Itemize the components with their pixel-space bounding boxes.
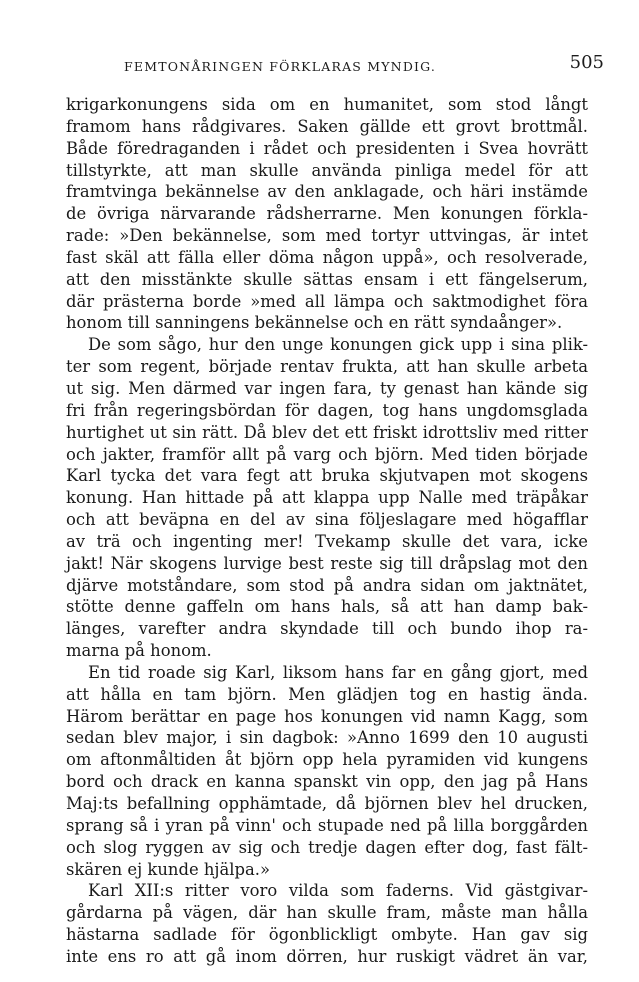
text-line: där prästerna borde »med all lämpa och saktmodighet föra — [66, 291, 588, 311]
text-line: konung. Han hittade på att klappa upp Nalle med träpåkar — [66, 488, 588, 508]
text-line: jakt! När skogens lurvige best reste sig till dråpslag mot den — [66, 553, 588, 573]
text-line: ter som regent, började rentav frukta, att han skulle arbeta — [66, 357, 588, 377]
text-line: fast skäl att fälla eller döma någon uppå», och resolverade, — [66, 247, 588, 267]
page-number: 505 — [569, 52, 604, 73]
text-line: rade: »Den bekännelse, som med tortyr uttvingas, är intet — [66, 226, 588, 246]
text-line: fri från regeringsbördan för dagen, tog hans ungdomsglada — [66, 400, 588, 420]
text-line: Härom berättar en page hos konungen vid namn Kagg, som — [66, 706, 588, 726]
body-text — [66, 94, 588, 968]
text-line: Både föredraganden i rådet och presidenten i Svea hovrätt — [66, 138, 588, 158]
text-line: tillstyrkte, att man skulle använda pinliga medel för att — [66, 160, 588, 180]
text-line: Karl tycka det vara fegt att bruka skjutvapen mot skogens — [66, 466, 588, 486]
text-line: ut sig. Men därmed var ingen fara, ty genast han kände sig — [66, 378, 588, 398]
text-line: krigarkonungens sida om en humanitet, som stod långt — [66, 95, 588, 114]
running-title: FEMTONÅRINGEN FÖRKLARAS MYNDIG. — [124, 59, 437, 74]
text-line: att hålla en tam björn. Men glädjen tog en hastig ända. — [66, 684, 588, 704]
text-line: inte ens ro att gå inom dörren, hur ruskigt vädret än var, — [66, 946, 588, 966]
text-line: skären ej kunde hjälpa.» — [66, 859, 271, 879]
text-line: sprang så i yran på vinn' och stupade ned på lilla borggården — [66, 815, 588, 835]
text-line: bord och drack en kanna spanskt vin opp, den jag på Hans — [66, 772, 588, 792]
text-line: De som sågo, hur den unge konungen gick upp i sina plik- — [88, 335, 588, 355]
text-line: marna på honom. — [66, 641, 212, 661]
text-line: hurtighet ut sin rätt. Då blev det ett friskt idrottsliv med ritter — [66, 422, 588, 442]
text-line: och att beväpna en del av sina följeslagare med högafflar — [66, 510, 588, 530]
text-line: länges, varefter andra skyndade till och bundo ihop ra- — [66, 619, 588, 639]
text-line: honom till sanningens bekännelse och en rätt syndaånger». — [66, 313, 563, 333]
text-line: de övriga närvarande rådsherrarne. Men konungen förkla- — [66, 204, 588, 224]
text-line: Maj:ts befallning opphämtade, då björnen blev hel drucken, — [66, 794, 588, 813]
text-line: om aftonmåltiden åt björn opp hela pyramiden vid kungens — [66, 750, 588, 770]
text-line: av trä och ingenting mer! Tvekamp skulle det vara, icke — [66, 531, 588, 551]
text-line: framom hans rådgivares. Saken gällde ett grovt brottmål. — [66, 116, 588, 136]
text-line: En tid roade sig Karl, liksom hans far en gång gjort, med — [88, 662, 588, 682]
text-line: Karl XII:s ritter voro vilda som faderns. Vid gästgivar- — [88, 881, 588, 901]
text-line: djärve motståndare, som stod på andra sidan om jaktnätet, — [66, 575, 588, 595]
text-line: och jakter, framför allt på varg och björn. Med tiden började — [66, 444, 588, 464]
text-line: att den misstänkte skulle sättas ensam i ett fängelserum, — [66, 269, 588, 289]
text-line: och slog ryggen av sig och tredje dagen efter dog, fast fält- — [66, 837, 588, 857]
text-line: gårdarna på vägen, där han skulle fram, måste man hålla — [66, 903, 588, 923]
text-line: framtvinga bekännelse av den anklagade, och häri instämde — [66, 182, 588, 202]
text-line: sedan blev major, i sin dagbok: »Anno 1699 den 10 augusti — [66, 728, 588, 748]
page-header — [66, 52, 606, 80]
text-line: hästarna sadlade för ögonblickligt ombyte. Han gav sig — [66, 925, 588, 945]
text-line: stötte denne gaffeln om hans hals, så att han damp bak- — [66, 597, 588, 617]
